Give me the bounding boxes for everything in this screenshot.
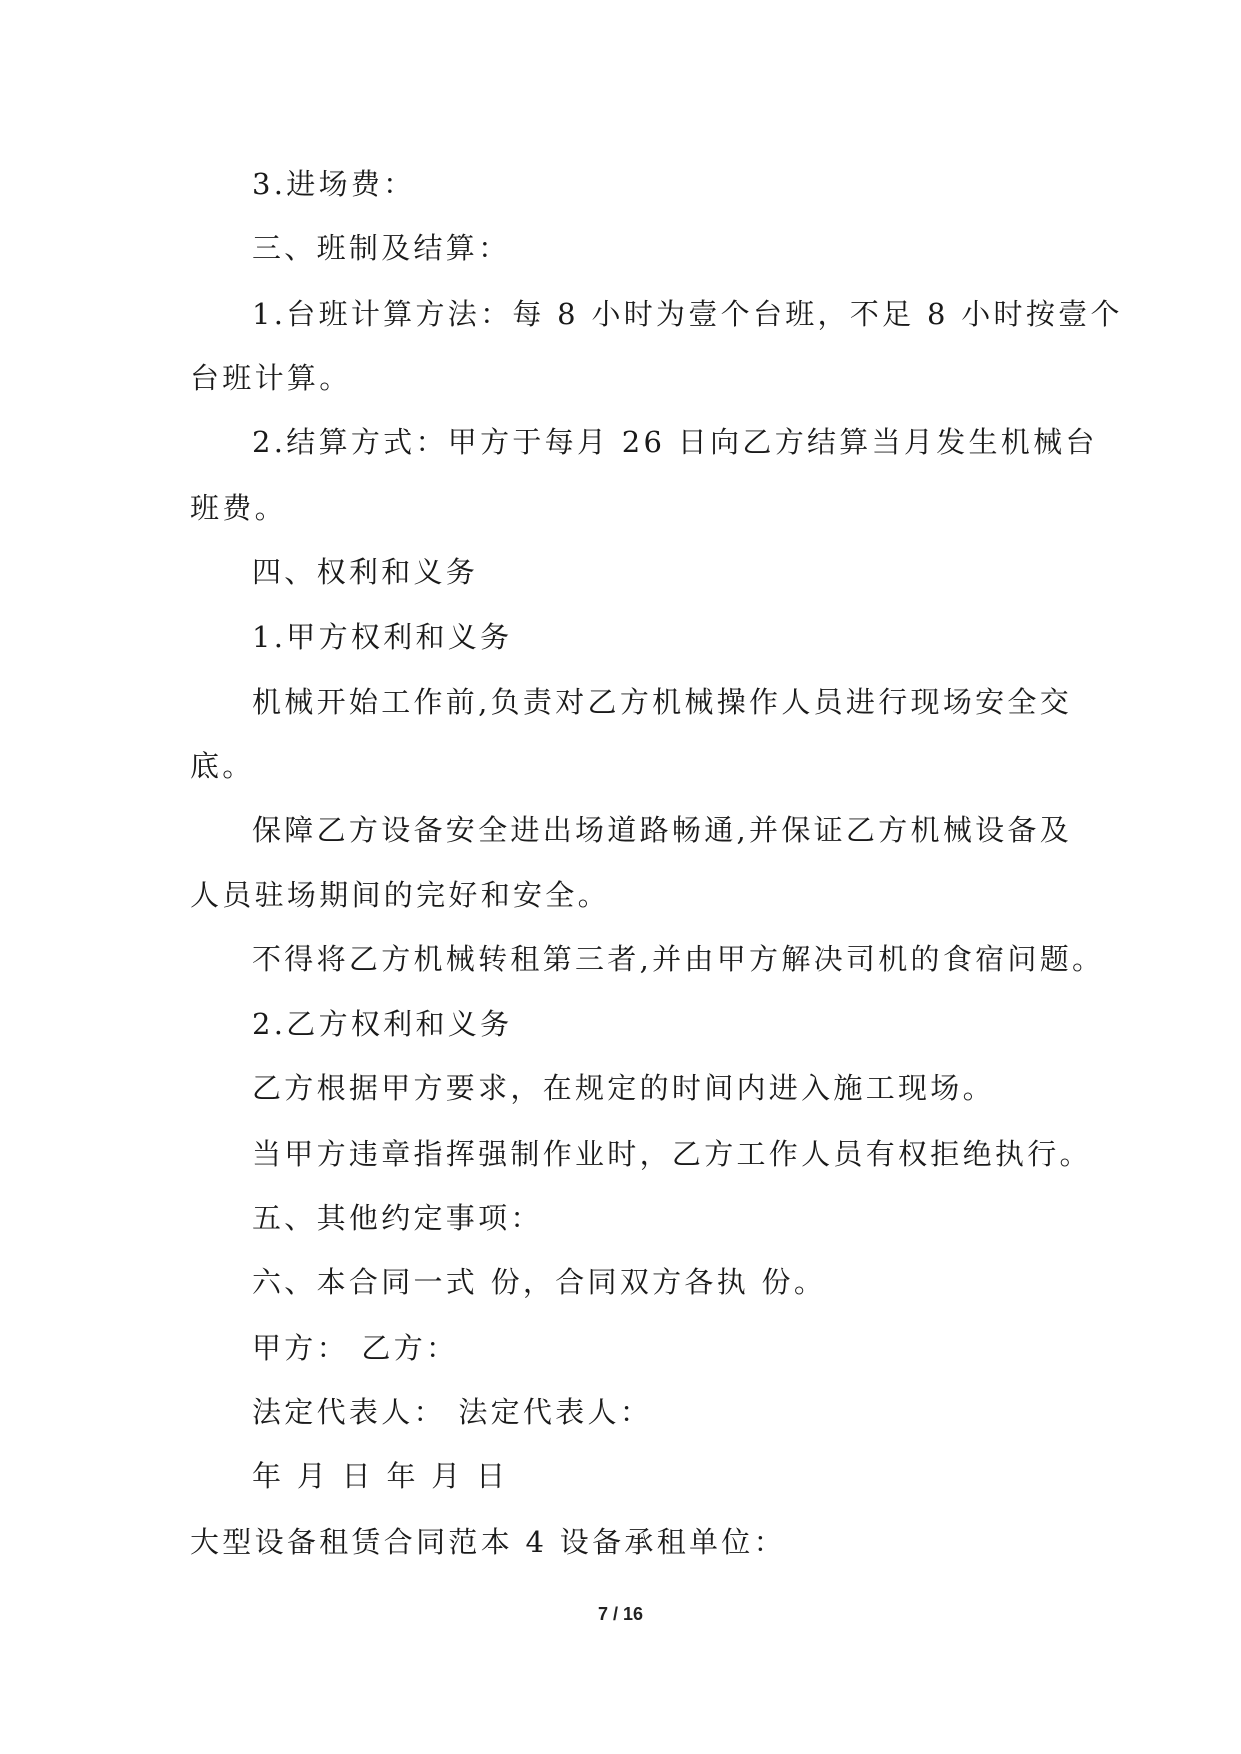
settlement-line-2: 班费。: [190, 491, 287, 525]
party-b-item-2: 当甲方违章指挥强制作业时，乙方工作人员有权拒绝执行。: [252, 1137, 1092, 1171]
shift-calc-line-2: 台班计算。: [190, 361, 352, 395]
signature-parties: 甲方： 乙方：: [252, 1331, 459, 1365]
section-4-heading: 四、权利和义务: [252, 555, 479, 589]
party-a-item-1-line-2: 底。: [190, 749, 255, 783]
settlement-line-1: 2.结算方式：甲方于每月 26 日向乙方结算当月发生机械台: [252, 425, 1098, 459]
signature-dates: 年 月 日 年 月 日: [252, 1459, 509, 1493]
next-contract-title: 大型设备租赁合同范本 4 设备承租单位：: [190, 1525, 786, 1559]
party-a-item-3: 不得将乙方机械转租第三者,并由甲方解决司机的食宿问题。: [252, 942, 1105, 976]
shift-calc-line-1: 1.台班计算方法：每 8 小时为壹个台班，不足 8 小时按壹个: [252, 297, 1123, 331]
signature-representatives: 法定代表人： 法定代表人：: [252, 1395, 653, 1429]
party-b-item-1: 乙方根据甲方要求，在规定的时间内进入施工现场。: [252, 1071, 995, 1105]
party-a-item-2-line-1: 保障乙方设备安全进出场道路畅通,并保证乙方机械设备及: [252, 813, 1073, 847]
party-a-rights-heading: 1.甲方权利和义务: [252, 620, 513, 654]
section-6-copies: 六、本合同一式 份，合同双方各执 份。: [252, 1265, 827, 1299]
entry-fee-line: 3.进场费：: [252, 167, 416, 201]
party-a-item-1-line-1: 机械开始工作前,负责对乙方机械操作人员进行现场安全交: [252, 685, 1073, 719]
section-3-heading: 三、班制及结算：: [252, 231, 511, 265]
page-number: 7 / 16: [597, 1604, 644, 1624]
party-b-rights-heading: 2.乙方权利和义务: [252, 1007, 513, 1041]
party-a-item-2-line-2: 人员驻场期间的完好和安全。: [190, 878, 610, 912]
section-5-heading: 五、其他约定事项：: [252, 1201, 543, 1235]
